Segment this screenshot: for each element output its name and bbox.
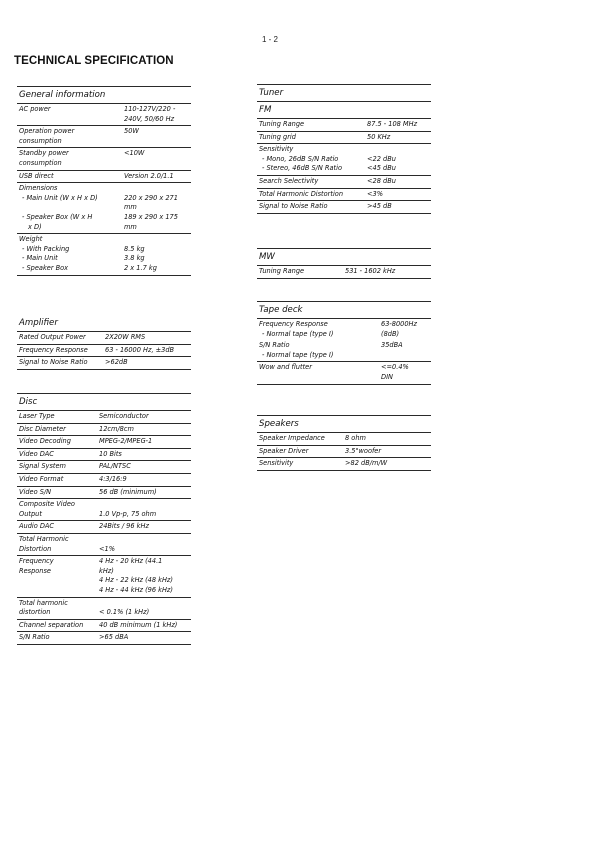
table-row <box>17 357 191 370</box>
spec-value: 531 - 1602 kHz <box>345 267 396 275</box>
spec-value: 8.5 kg 3.8 kg 2 x 1.7 kg <box>124 244 157 272</box>
spec-value: Semiconductor <box>99 412 149 420</box>
spec-label: Rated Output Power <box>19 333 86 341</box>
spec-value: 110-127V/220 - 240V, 50/60 Hz <box>124 105 176 123</box>
spec-value: Version 2.0/1.1 <box>124 171 174 180</box>
spec-label: Sensitivity - Mono, 26dB S/N Ratio - Stereo, 46dB S/N Ratio <box>259 145 343 173</box>
table-row <box>257 458 431 471</box>
mw-heading: MW <box>257 248 431 265</box>
speakers-heading: Speakers <box>257 415 431 432</box>
spec-value: <3% <box>367 189 383 198</box>
spec-label: Signal System <box>19 462 66 471</box>
spec-value: <22 dBu <45 dBu <box>367 154 396 173</box>
spec-value: < 0.1% (1 kHz) <box>99 608 150 617</box>
general-information-section <box>17 86 191 276</box>
spec-label: Operation power consumption <box>19 127 75 145</box>
mw-table <box>257 265 431 279</box>
table-row <box>257 144 431 176</box>
spec-value: MPEG-2/MPEG-1 <box>99 437 153 446</box>
table-row <box>17 473 191 486</box>
table-row <box>17 597 191 619</box>
table-row <box>17 521 191 534</box>
speakers-section <box>257 415 431 471</box>
table-row <box>257 445 431 458</box>
tape-deck-heading: Tape deck <box>257 301 431 318</box>
speakers-table <box>257 432 431 471</box>
spec-value: 56 dB (minimum) <box>99 487 157 496</box>
table-row <box>17 332 191 345</box>
spec-label: USB direct <box>19 171 54 180</box>
spec-value: >82 dB/m/W <box>345 459 388 468</box>
spec-value: <28 dBu <box>367 176 396 185</box>
spec-value: PAL/NTSC <box>99 462 131 471</box>
spec-label: Total Harmonic Distortion <box>259 189 344 198</box>
table-row <box>17 148 191 170</box>
table-row <box>17 486 191 499</box>
table-row <box>17 104 191 126</box>
spec-label: Tuning grid <box>259 132 296 141</box>
spec-value: 63-8000Hz (8dB) <box>381 320 417 338</box>
table-row <box>257 175 431 188</box>
spec-label: Video Format <box>19 474 64 483</box>
spec-label: Audio DAC <box>19 522 55 531</box>
spec-label: AC power <box>19 105 51 113</box>
spec-value: 8 ohm <box>345 434 366 442</box>
table-row <box>17 183 191 234</box>
spec-value: 2X20W RMS <box>105 333 146 341</box>
page-title: TECHNICAL SPECIFICATION <box>14 55 174 67</box>
table-row <box>17 344 191 357</box>
spec-label: Speaker Impedance <box>259 434 325 442</box>
spec-label: Signal to Noise Ratio <box>259 202 328 211</box>
table-row <box>17 448 191 461</box>
table-row <box>257 433 431 446</box>
tape-deck-section <box>257 301 431 385</box>
table-row <box>257 362 431 384</box>
table-row <box>17 423 191 436</box>
table-row <box>17 556 191 597</box>
spec-label: Speaker Driver <box>259 446 309 455</box>
table-row <box>257 131 431 144</box>
table-row <box>17 170 191 183</box>
table-row <box>17 126 191 148</box>
spec-label: Disc Diameter <box>19 424 66 433</box>
table-row <box>17 619 191 632</box>
spec-label: Standby power consumption <box>19 149 69 167</box>
fm-table <box>257 118 431 214</box>
spec-label: Weight - With Packing - Main Unit - Speaker Box <box>19 235 70 272</box>
spec-value: 12cm/8cm <box>99 424 134 433</box>
amplifier-heading: Amplifier <box>19 318 58 328</box>
spec-value: >45 dB <box>367 202 392 211</box>
spec-value: 1.0 Vp-p, 75 ohm <box>99 509 157 518</box>
spec-value: 10 Bits <box>99 449 122 458</box>
general-information-table <box>17 103 191 276</box>
spec-value: >65 dBA <box>99 633 129 642</box>
table-row <box>257 119 431 132</box>
spec-label: Total Harmonic Distortion <box>19 534 69 553</box>
disc-table <box>17 410 191 645</box>
amplifier-section <box>17 315 191 370</box>
spec-value: 50W <box>124 127 139 136</box>
table-row <box>257 340 431 362</box>
table-row <box>257 319 431 341</box>
spec-value: 3.5"woofer <box>345 446 382 455</box>
spec-value: 40 dB minimum (1 kHz) <box>99 620 178 629</box>
table-row <box>17 499 191 521</box>
spec-label: Laser Type <box>19 412 55 420</box>
spec-label: Video Decoding <box>19 437 71 446</box>
spec-label: Search Selectivity <box>259 176 319 185</box>
spec-value: >62dB <box>105 358 128 367</box>
spec-value: 63 - 16000 Hz, ±3dB <box>105 345 175 354</box>
spec-label: Tuning Range <box>259 267 305 275</box>
spec-label: Dimensions - Main Unit (W x H x D) - Speaker Box (W x H x D) <box>19 184 98 231</box>
spec-value: 35dBA <box>381 341 403 350</box>
tape-deck-table <box>257 318 431 385</box>
page-number: 1 - 2 <box>262 35 279 44</box>
spec-label: Signal to Noise Ratio <box>19 358 88 367</box>
disc-section <box>17 393 191 645</box>
table-row <box>17 436 191 449</box>
spec-value: 50 KHz <box>367 132 391 141</box>
disc-heading: Disc <box>17 393 191 410</box>
spec-label: Tuning Range <box>259 120 305 128</box>
spec-label: Channel separation <box>19 620 84 629</box>
spec-value: 4 Hz - 20 kHz (44.1 kHz) 4 Hz - 22 kHz (48 kHz) 4 Hz - 44 kHz (96 kHz) <box>99 557 173 594</box>
spec-label: Wow and flutter <box>259 363 312 372</box>
table-row <box>17 461 191 474</box>
tuner-section <box>257 84 431 214</box>
spec-label: Video DAC <box>19 449 54 458</box>
spec-label: Video S/N <box>19 487 52 496</box>
table-row <box>17 533 191 555</box>
spec-label: Frequency Response <box>19 345 88 354</box>
spec-label: S/N Ratio - Normal tape (type I) <box>259 341 334 359</box>
spec-label: S/N Ratio <box>19 633 50 642</box>
table-row <box>17 411 191 424</box>
spec-label: Composite Video Output <box>19 500 75 518</box>
tuner-heading: Tuner <box>257 84 431 101</box>
general-information-heading: General information <box>17 86 191 103</box>
table-row <box>257 201 431 214</box>
spec-value: 24Bits / 96 kHz <box>99 522 149 531</box>
spec-label: Sensitivity <box>259 459 294 468</box>
spec-label: Total harmonic distortion <box>19 598 68 617</box>
spec-value: <10W <box>124 149 145 158</box>
spec-value: 220 x 290 x 271 mm 189 x 290 x 175 mm <box>124 193 178 231</box>
spec-label: Frequency Response - Normal tape (type I) <box>259 320 334 338</box>
mw-section <box>257 248 431 279</box>
spec-value: <1% <box>99 544 115 553</box>
spec-label: Frequency Response <box>19 557 54 575</box>
amplifier-table <box>17 331 191 370</box>
table-row <box>257 266 431 279</box>
table-row <box>257 188 431 201</box>
table-row <box>17 234 191 275</box>
spec-value: 87.5 - 108 MHz <box>367 120 418 128</box>
spec-value: 4:3/16:9 <box>99 474 127 483</box>
fm-heading: FM <box>257 101 431 118</box>
spec-value: <=0.4% DIN <box>381 363 409 381</box>
table-row <box>17 632 191 645</box>
